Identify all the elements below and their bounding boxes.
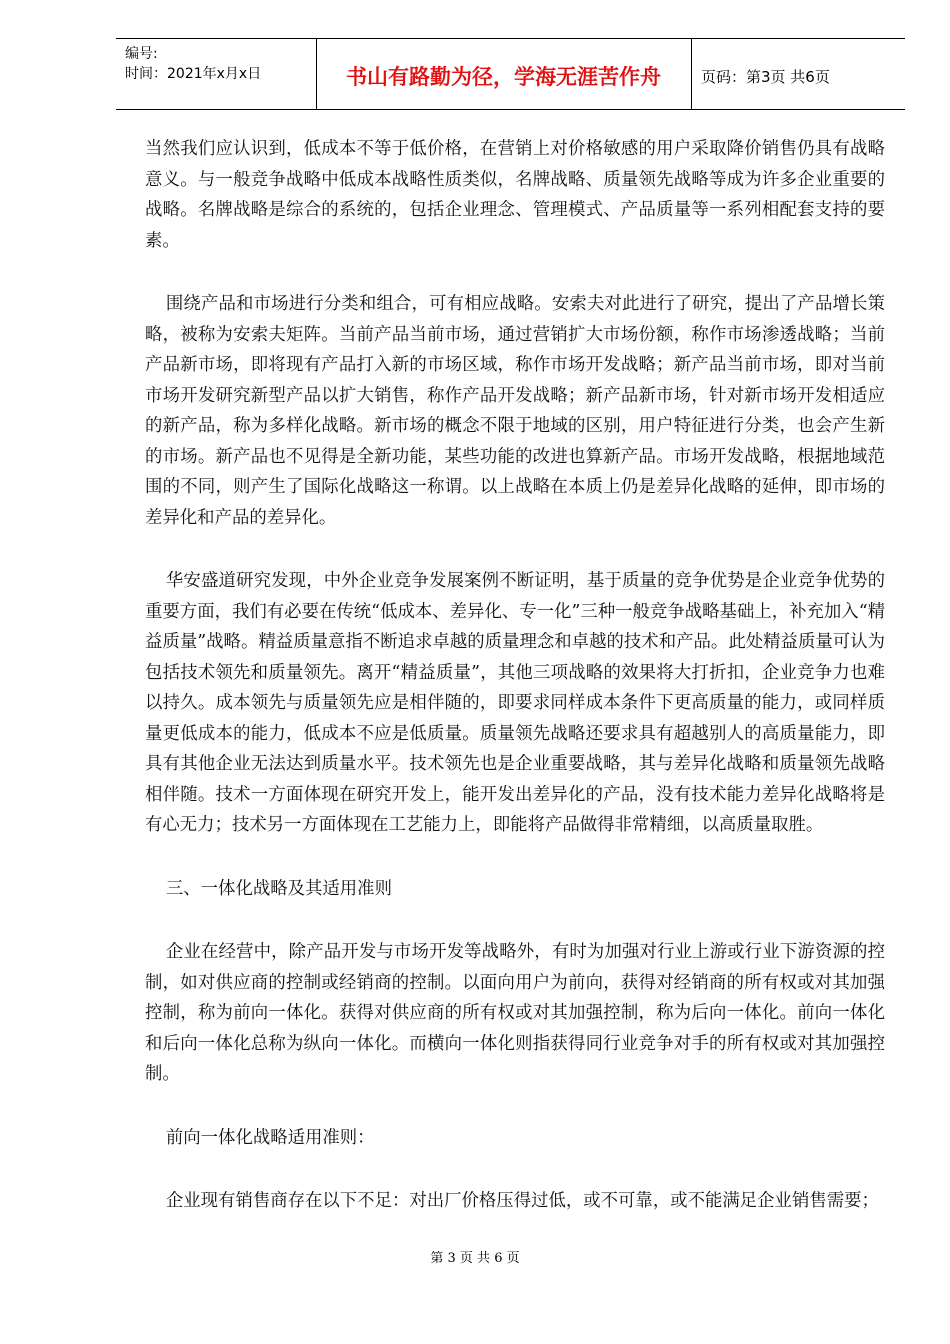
paragraph: 围绕产品和市场进行分类和组合，可有相应战略。安索夫对此进行了研究，提出了产品增长策略，被称为安索夫矩阵。当前产品当前市场，通过营销扩大市场份额，称作市场渗透战略；当前产品新市场，即将现有产品打入新的市场区域，称作市场开发战略；新产品当前市场，即对当前市场开发研究新型产品以扩大销售，称作产品开发战略；新产品新市场，针对新市场开发相适应的新产品，称为多样化战略。新市场的概念不限于地域的区别，用户特征进行分类，也会产生新的市场。新产品也不见得是全新功能，某些功能的改进也算新产品。市场开发战略，根据地域范围的不同，则产生了国际化战略这一称谓。以上战略在本质上仍是差异化战略的延伸，即市场的差异化和产品的差异化。 xyxy=(145,294,885,528)
page-code: 页码：第3页 共6页 xyxy=(701,68,830,86)
header-page-cell xyxy=(691,39,905,109)
page-header xyxy=(116,38,905,110)
header-motto-cell xyxy=(316,39,692,109)
paragraph: 企业现有销售商存在以下不足：对出厂价格压得过低，或不可靠，或不能满足企业销售需要； xyxy=(165,1191,879,1211)
section-heading: 三、一体化战略及其适用准则 xyxy=(165,878,392,899)
paragraph: 当然我们应认识到，低成本不等于低价格，在营销上对价格敏感的用户采取降价销售仍具有战略意义。与一般竞争战略中低成本战略性质类似，名牌战略、质量领先战略等成为许多企业重要的战略。名牌战略是综合的系统的，包括企业理念、管理模式、产品质量等一系列相配套支持的要素。 xyxy=(145,139,885,251)
page-footer: 第 3 页 共 6 页 xyxy=(430,1251,520,1266)
paragraph: 前向一体化战略适用准则： xyxy=(165,1127,375,1148)
paragraph: 企业在经营中，除产品开发与市场开发等战略外，有时为加强对行业上游或行业下游资源的控制，如对供应商的控制或经销商的控制。以面向用户为前向，获得对经销商的所有权或对其加强控制，称为前向一体化。获得对供应商的所有权或对其加强控制，称为后向一体化。前向一体化和后向一体化总称为纵向一体化。而横向一体化则指获得同行业竞争对手的所有权或对其加强控制。 xyxy=(145,942,885,1084)
motto-text: 书山有路勤为径，学海无涯苦作舟 xyxy=(346,65,661,89)
number-label: 编号: xyxy=(125,46,158,62)
document-body xyxy=(145,134,885,1250)
header-info-cell xyxy=(116,39,317,109)
time-label: 时间：2021年x月x日 xyxy=(125,66,262,82)
paragraph: 华安盛道研究发现，中外企业竞争发展案例不断证明，基于质量的竞争优势是企业竞争优势的重要方面，我们有必要在传统“低成本、差异化、专一化”三种一般竞争战略基础上，补充加入“精益质量”战略。精益质量意指不断追求卓越的质量理念和卓越的技术和产品。此处精益质量可认为包括技术领先和质量领先。离开“精益质量”，其他三项战略的效果将大打折扣，企业竞争力也难以持久。成本领先与质量领先应是相伴随的，即要求同样成本条件下更高质量的能力，或同样质量更低成本的能力，低成本不应是低质量。质量领先战略还要求具有超越别人的高质量能力，即具有其他企业无法达到质量水平。技术领先也是企业重要战略，其与差异化战略和质量领先战略相伴随。技术一方面体现在研究开发上，能开发出差异化的产品，没有技术能力差异化战略将是有心无力；技术另一方面体现在工艺能力上，即能将产品做得非常精细，以高质量取胜。 xyxy=(145,571,885,835)
